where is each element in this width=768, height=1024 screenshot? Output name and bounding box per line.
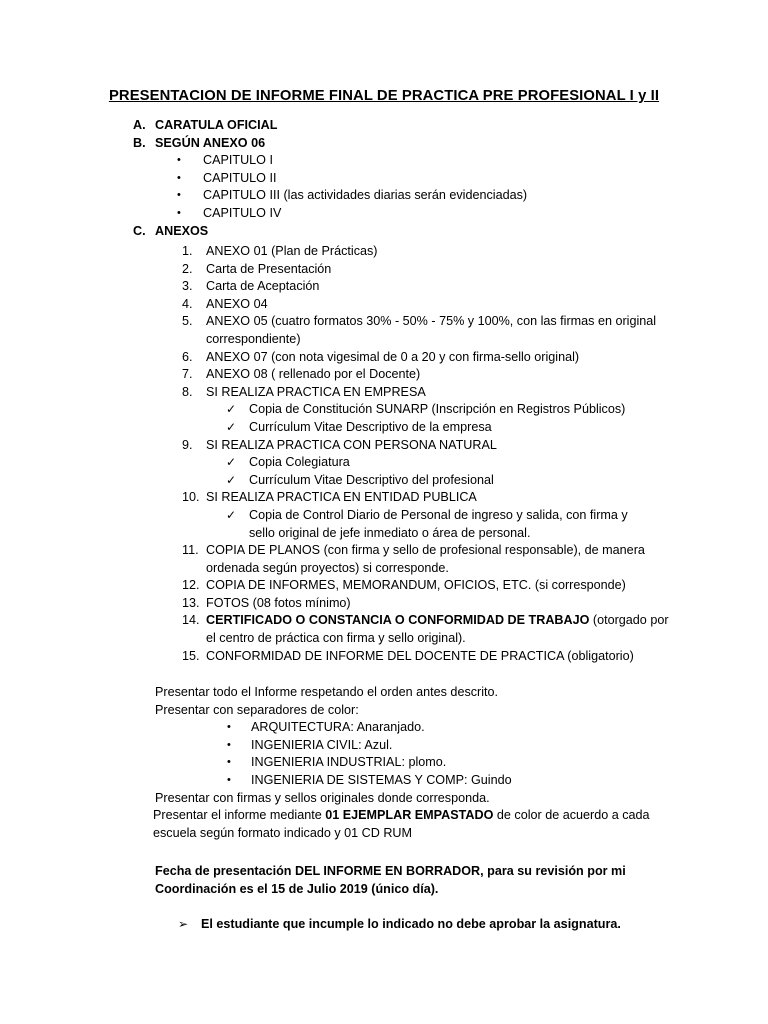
color-label: INGENIERIA DE SISTEMAS Y COMP: Guindo [251,772,512,787]
instruction-binding [153,807,650,825]
anexo-number: 11. [182,543,199,558]
anexo-subitem [0,419,768,437]
anexo-text: CONFORMIDAD DE INFORME DEL DOCENTE DE PRACTICA (obligatorio) [206,648,634,663]
anexo-number: 1. [182,244,193,258]
anexo-item [0,349,768,367]
section-a [0,117,768,135]
section-c-marker: C. [133,223,146,238]
warning-block [0,916,768,934]
bullet-icon: • [177,189,181,202]
fecha-line [0,881,768,899]
arrow-bullet-icon: ➢ [178,917,189,931]
anexo-item [0,384,768,402]
chapter-label: CAPITULO I [203,153,273,168]
section-b-marker: B. [133,135,146,150]
instruction-line [0,702,768,720]
anexo-text: SI REALIZA PRACTICA EN ENTIDAD PUBLICA [206,490,477,505]
color-item [0,754,768,772]
anexo-text: ANEXO 01 (Plan de Prácticas) [206,244,378,258]
anexo-text: ANEXO 05 (cuatro formatos 30% - 50% - 75% y 100%, con las firmas en original [206,314,657,329]
anexo-subitem-text-continuation: sello original de jefe inmediato o área de personal. [249,525,531,540]
anexo-subitem [0,472,768,490]
anexo-text: ANEXO 07 (con nota vigesimal de 0 a 20 y con firma-sello original) [206,349,580,364]
instruction-line [0,807,768,825]
instruction-binding-post: de color de acuerdo a cada [493,808,650,823]
anexo-item [0,648,768,666]
anexo-text-rest: (otorgado por [589,613,669,628]
section-a-marker: A. [133,118,146,132]
instruction-order: Presentar todo el Informe respetando el orden antes descrito. [155,685,499,699]
bullet-icon: • [177,171,181,184]
anexo-number: 3. [182,279,193,294]
anexo-number: 14. [182,613,200,628]
anexo-item-continuation [0,560,768,578]
color-label: ARQUITECTURA: Anaranjado. [251,720,425,735]
color-label: INGENIERIA INDUSTRIAL: plomo. [251,755,447,770]
instruction-signatures: Presentar con firmas y sellos originales donde corresponda. [155,790,490,805]
section-a-text: CARATULA OFICIAL [155,118,278,132]
anexo-subitem [0,401,768,419]
bullet-icon: • [227,756,231,769]
warning-text: El estudiante que incumple lo indicado no debe aprobar la asignatura. [201,917,621,931]
check-icon: ✓ [226,402,237,417]
instruction-binding-bold: 01 EJEMPLAR EMPASTADO [325,808,494,823]
anexo-number: 7. [182,367,193,382]
anexo-subitem-text: Copia de Control Diario de Personal de ingreso y salida, con firma y [249,507,628,522]
anexo-subitem-text: Copia de Constitución SUNARP (Inscripción en Registros Públicos) [249,402,626,417]
chapter-label: CAPITULO IV [203,205,282,220]
anexo-subitem-text: Currículum Vitae Descriptivo del profesional [249,472,494,487]
anexo-item [0,296,768,314]
anexo-text: COPIA DE INFORMES, MEMORANDUM, OFICIOS, ETC. (si corresponde) [206,578,626,593]
anexo-subitem-continuation [0,525,768,543]
anexo-item [0,612,768,630]
fecha-text-continuation: Coordinación es el 15 de Julio 2019 (único día). [155,881,439,896]
section-c-text: ANEXOS [155,223,209,238]
anexo-item [0,489,768,507]
instruction-line [0,684,768,702]
fecha-line [0,863,768,881]
chapter-label: CAPITULO III (las actividades diarias serán evidenciadas) [203,188,528,203]
anexo-text: FOTOS (08 fotos mínimo) [206,595,351,610]
anexo-item-continuation [0,331,768,349]
instructions-block [0,684,768,842]
section-b-text: SEGÚN ANEXO 06 [155,135,266,150]
anexo-text: Carta de Aceptación [206,279,320,294]
anexo-text: ANEXO 08 ( rellenado por el Docente) [206,367,421,382]
anexo-number: 8. [182,384,193,399]
chapter-item [0,187,768,205]
document-title: PRESENTACION DE INFORME FINAL DE PRACTICA PRE PROFESIONAL I y II [108,88,660,104]
anexo-number: 6. [182,349,193,364]
anexo-subitem-text: Copia Colegiatura [249,455,350,470]
anexo-item [0,595,768,613]
section-c [0,223,768,241]
bullet-icon: • [227,738,231,751]
chapter-label: CAPITULO II [203,170,277,185]
anexo-item [0,313,768,331]
bullet-icon: • [227,721,231,734]
anexo-subitem [0,454,768,472]
anexo-item [0,261,768,279]
anexo-item [0,542,768,560]
anexo-item [0,278,768,296]
anexo-text: COPIA DE PLANOS (con firma y sello de profesional responsable), de manera [206,543,645,558]
anexo-text-bold: CERTIFICADO O CONSTANCIA O CONFORMIDAD DE TRABAJO [206,613,590,628]
anexo-text: SI REALIZA PRACTICA EN EMPRESA [206,384,426,399]
anexo-number: 5. [182,314,193,329]
anexo-number: 10. [182,490,200,505]
check-icon: ✓ [226,455,237,470]
instruction-separators: Presentar con separadores de color: [155,702,359,717]
color-item [0,719,768,737]
anexo-number: 9. [182,437,193,452]
bullet-icon: • [227,773,231,786]
anexo-item [0,243,768,261]
anexo-number: 15. [182,648,200,663]
anexo-text-continuation: el centro de práctica con firma y sello original). [206,631,466,646]
anexo-text: ANEXO 04 [206,296,268,311]
anexo-item [0,577,768,595]
chapter-item [0,152,768,170]
instruction-line [0,790,768,808]
anexo-number: 13. [182,595,200,610]
anexo-number: 4. [182,296,193,311]
anexo-text: Carta de Presentación [206,261,332,276]
fecha-block [0,863,768,898]
check-icon: ✓ [226,507,237,522]
instruction-line [0,825,768,843]
anexo-text-continuation: ordenada según proyectos) si corresponde. [206,560,449,575]
chapter-item [0,170,768,188]
bullet-icon: • [177,206,181,219]
section-b [0,135,768,153]
color-item [0,772,768,790]
anexo-subitem [0,507,768,525]
check-icon: ✓ [226,419,237,434]
sections-block [0,117,768,240]
anexo-item [0,366,768,384]
warning-line [0,916,768,934]
anexo-text [206,612,669,630]
instruction-binding-continuation: escuela según formato indicado y 01 CD RUM [153,825,412,840]
color-item [0,737,768,755]
anexo-item-continuation [0,630,768,648]
fecha-text: Fecha de presentación DEL INFORME EN BORRADOR, para su revisión por mi [155,864,626,878]
chapter-item [0,205,768,223]
anexo-text-continuation: correspondiente) [206,331,301,346]
anexo-text: SI REALIZA PRACTICA CON PERSONA NATURAL [206,437,497,452]
anexo-number: 2. [182,261,193,276]
check-icon: ✓ [226,472,237,487]
instruction-binding-pre: Presentar el informe mediante [153,808,326,823]
anexo-number: 12. [182,578,200,593]
anexos-list [0,243,768,665]
anexo-subitem-text: Currículum Vitae Descriptivo de la empresa [249,419,492,434]
bullet-icon: • [177,154,181,167]
color-label: INGENIERIA CIVIL: Azul. [251,737,393,752]
anexo-item [0,437,768,455]
